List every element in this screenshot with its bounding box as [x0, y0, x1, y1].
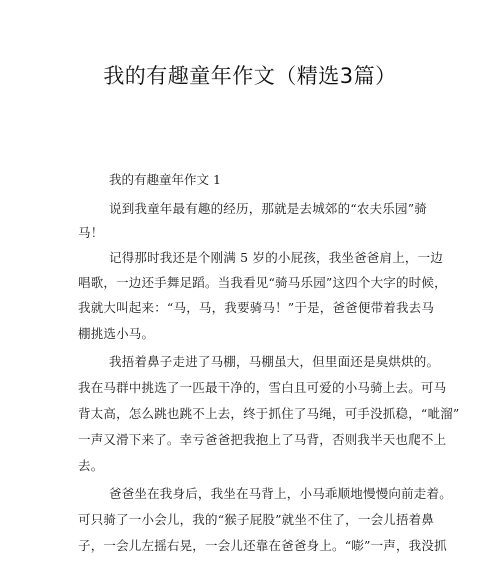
paragraph-line: 爸爸坐在我身后，我坐在马背上，小马乖顺地慢慢向前走着。: [109, 486, 452, 501]
paragraph-line: 我在马群中挑选了一匹最干净的，雪白且可爱的小马骑上去。可马: [78, 380, 447, 395]
paragraph-line: 去。: [78, 458, 104, 473]
paragraph-line: 记得那时我还是个刚满 5 岁的小屁孩，我坐爸爸肩上，一边: [109, 250, 444, 265]
paragraph-line: 唱歌，一边还手舞足蹈。当我看见“骑马乐园”这四个大字的时候，: [78, 275, 447, 290]
paragraph-line: 说到我童年最有趣的经历，那就是去城郊的“农夫乐园”骑: [109, 201, 427, 216]
section-heading: 我的有趣童年作文 1: [109, 172, 221, 187]
paragraph-line: 马！: [78, 225, 104, 240]
paragraph-line: 我就大叫起来：“马，马，我要骑马！”于是，爸爸便带着我去马: [78, 300, 435, 315]
paragraph-line: 棚挑选小马。: [78, 326, 155, 341]
document-title: 我的有趣童年作文（精选3篇）: [103, 64, 397, 88]
paragraph-line: 一声又滑下来了。幸亏爸爸把我抱上了马背，否则我半天也爬不上: [78, 432, 447, 447]
paragraph-line: 背太高，怎么跳也跳不上去，终于抓住了马绳，可手没抓稳，“呲溜”: [78, 406, 460, 421]
paragraph-line: 可只骑了一小会儿，我的“猴子屁股”就坐不住了，一会儿捂着鼻: [78, 512, 435, 527]
paragraph-line: 子，一会儿左摇右晃，一会儿还靠在爸爸身上。“嘭”一声，我没抓: [78, 538, 447, 553]
paragraph-line: 我捂着鼻子走进了马棚，马棚虽大，但里面还是臭烘烘的。: [109, 354, 440, 369]
